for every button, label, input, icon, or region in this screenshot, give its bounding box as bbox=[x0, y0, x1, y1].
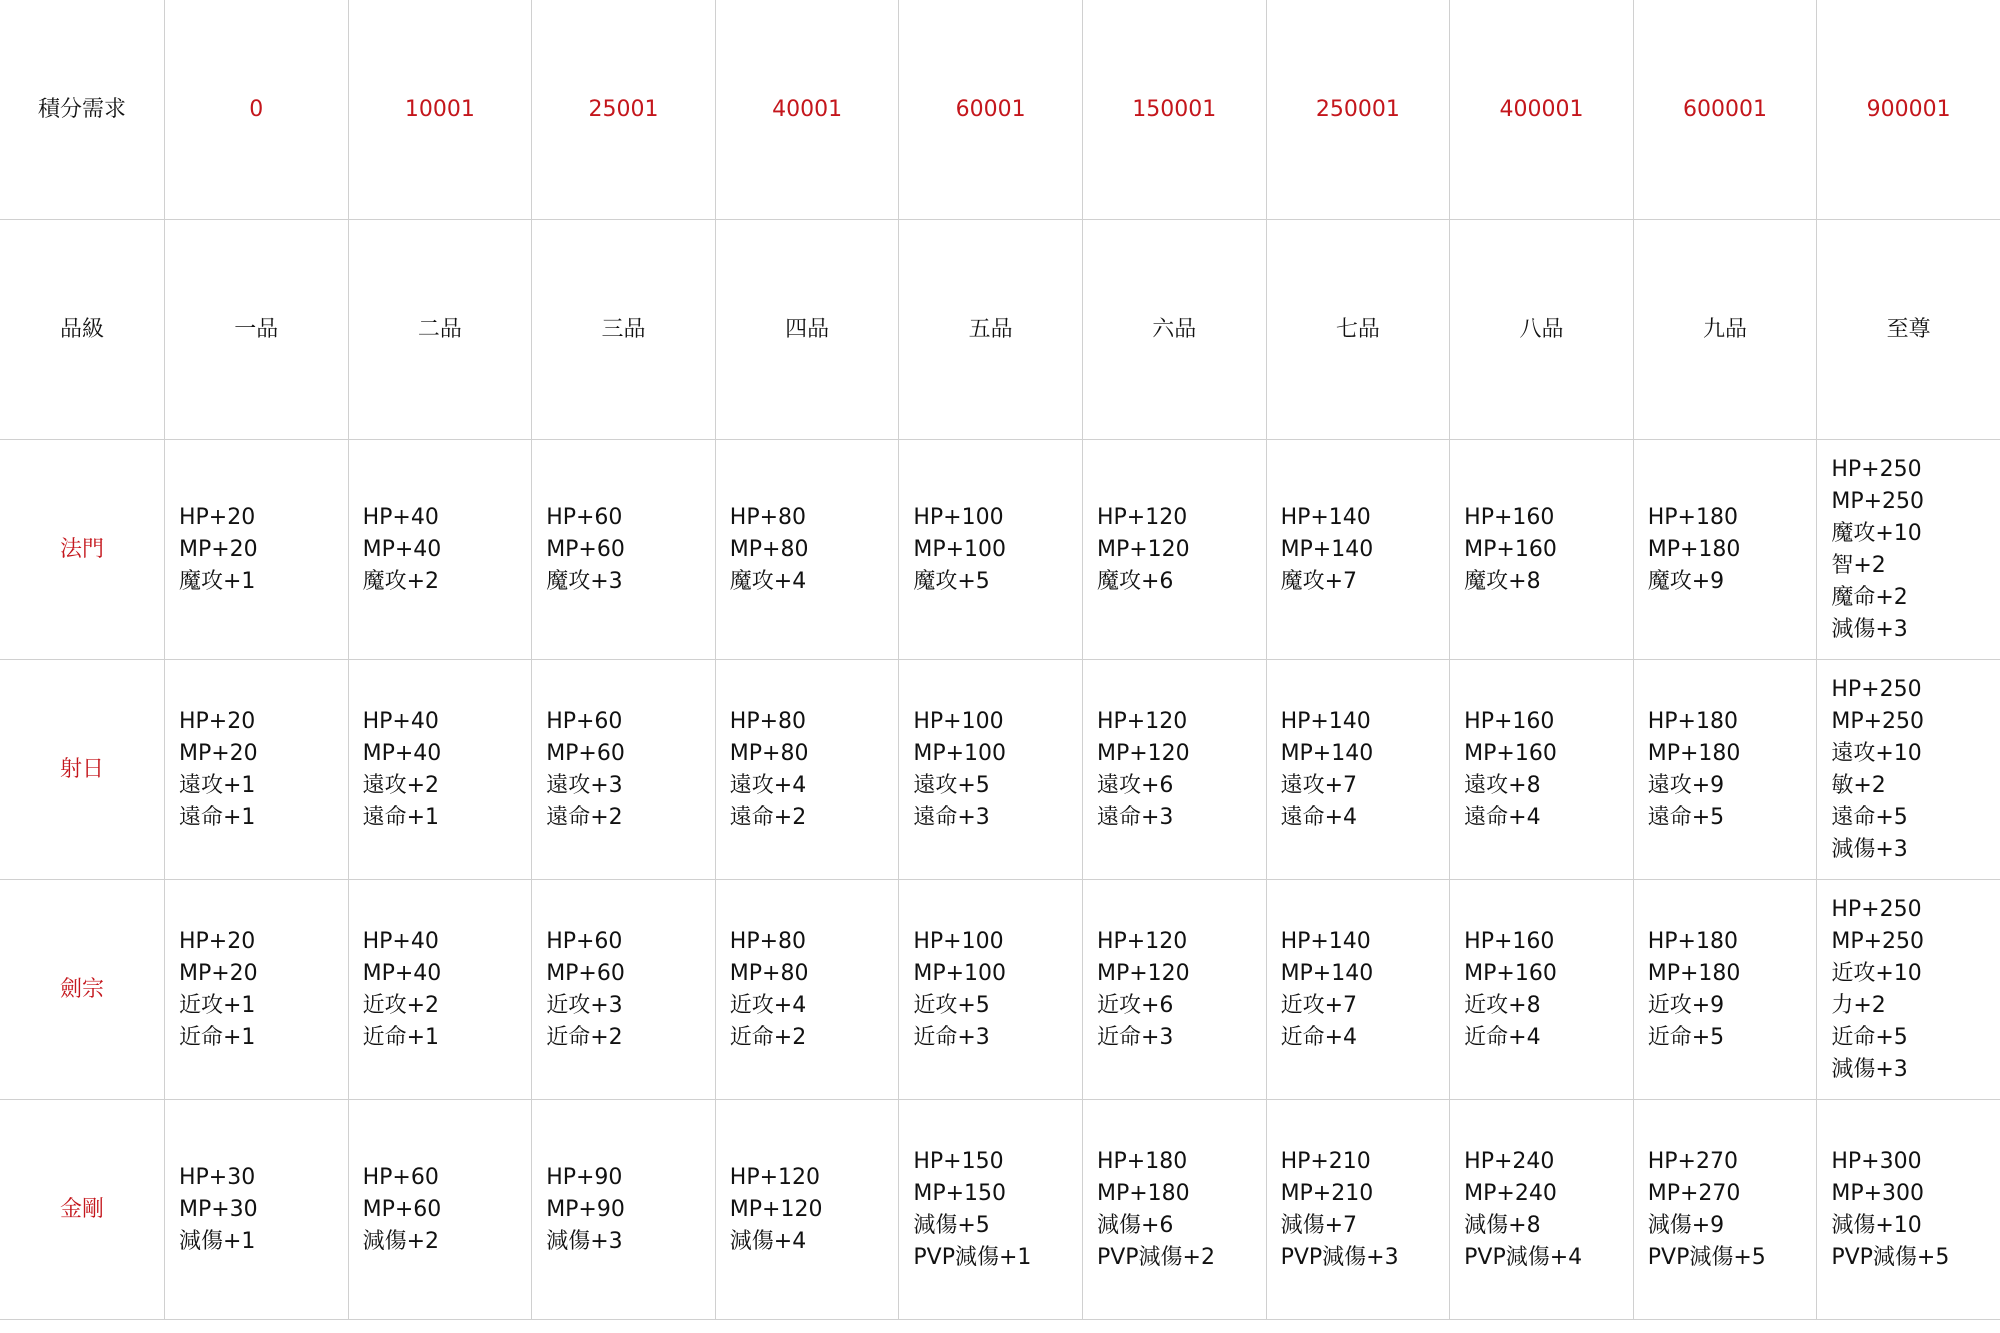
bonus-cell bbox=[899, 660, 1083, 880]
bonus-cell bbox=[1450, 1100, 1634, 1320]
bonus-line: HP+40 bbox=[362, 504, 439, 530]
bonus-cell bbox=[899, 1100, 1083, 1320]
bonus-line: HP+60 bbox=[362, 1164, 439, 1190]
row-header: 劍宗 bbox=[0, 880, 165, 1100]
bonus-line: HP+100 bbox=[913, 504, 1004, 530]
bonus-line: 減傷+3 bbox=[1831, 616, 1908, 642]
bonus-line: MP+90 bbox=[546, 1196, 625, 1222]
points-requirement-row bbox=[0, 0, 2000, 220]
bonus-line: 遠攻+7 bbox=[1280, 772, 1357, 798]
bonus-line: HP+300 bbox=[1831, 1148, 1922, 1174]
fa-men-row bbox=[0, 440, 2000, 660]
jin-gang-row bbox=[0, 1100, 2000, 1320]
points-value-cell: 60001 bbox=[899, 0, 1083, 220]
bonus-line: MP+60 bbox=[546, 740, 625, 766]
bonus-line: 近攻+5 bbox=[913, 992, 990, 1018]
bonus-line: 近命+5 bbox=[1647, 1024, 1725, 1050]
bonus-line: MP+180 bbox=[1647, 740, 1741, 766]
bonus-line: 遠攻+8 bbox=[1464, 772, 1541, 798]
bonus-line: MP+180 bbox=[1647, 536, 1741, 562]
bonus-line: PVP減傷+5 bbox=[1647, 1244, 1766, 1270]
bonus-cell bbox=[1082, 880, 1266, 1100]
bonus-line: MP+80 bbox=[729, 740, 809, 766]
bonus-line: HP+250 bbox=[1831, 896, 1922, 922]
bonus-line: 魔攻+9 bbox=[1647, 568, 1725, 594]
bonus-line: 減傷+8 bbox=[1464, 1212, 1541, 1238]
bonus-line: HP+60 bbox=[546, 708, 623, 734]
bonus-cell bbox=[1633, 660, 1817, 880]
bonus-line: 近命+5 bbox=[1831, 1024, 1908, 1050]
bonus-cell bbox=[715, 440, 899, 660]
bonus-line: 魔攻+5 bbox=[913, 568, 990, 594]
bonus-line: 近命+1 bbox=[362, 1024, 440, 1050]
bonus-line: 近命+2 bbox=[546, 1024, 623, 1050]
bonus-line: 遠命+2 bbox=[546, 804, 623, 830]
bonus-cell bbox=[1266, 660, 1450, 880]
bonus-line: HP+80 bbox=[729, 708, 807, 734]
bonus-cell bbox=[1817, 1100, 2000, 1320]
bonus-cell bbox=[532, 1100, 716, 1320]
bonus-line: 近攻+7 bbox=[1280, 992, 1357, 1018]
bonus-line: MP+270 bbox=[1647, 1180, 1741, 1206]
bonus-line: 遠命+1 bbox=[362, 804, 440, 830]
row-header: 積分需求 bbox=[0, 0, 165, 220]
bonus-line: 近攻+2 bbox=[362, 992, 440, 1018]
bonus-line: HP+40 bbox=[362, 928, 439, 954]
bonus-line: 力+2 bbox=[1831, 992, 1886, 1018]
bonus-cell bbox=[1082, 440, 1266, 660]
grade-name-cell: 六品 bbox=[1082, 220, 1266, 440]
bonus-line: HP+240 bbox=[1464, 1148, 1555, 1174]
bonus-line: MP+120 bbox=[1096, 960, 1190, 986]
bonus-line: 遠命+3 bbox=[1096, 804, 1174, 830]
bonus-line: 近命+3 bbox=[1096, 1024, 1174, 1050]
bonus-line: MP+40 bbox=[362, 740, 442, 766]
bonus-line: HP+250 bbox=[1831, 456, 1922, 482]
bonus-line: MP+250 bbox=[1831, 488, 1925, 514]
bonus-line: MP+20 bbox=[179, 960, 258, 986]
points-value-cell: 150001 bbox=[1082, 0, 1266, 220]
bonus-line: MP+120 bbox=[1096, 740, 1190, 766]
grade-name-cell: 五品 bbox=[899, 220, 1083, 440]
bonus-line: 近命+4 bbox=[1280, 1024, 1357, 1050]
grade-name-cell: 八品 bbox=[1450, 220, 1634, 440]
points-value-cell: 600001 bbox=[1633, 0, 1817, 220]
bonus-cell bbox=[1266, 1100, 1450, 1320]
grade-name-cell: 四品 bbox=[715, 220, 899, 440]
bonus-cell bbox=[165, 880, 349, 1100]
grade-row bbox=[0, 220, 2000, 440]
bonus-line: MP+60 bbox=[362, 1196, 442, 1222]
bonus-line: 近攻+8 bbox=[1464, 992, 1541, 1018]
she-ri-row bbox=[0, 660, 2000, 880]
bonus-line: HP+60 bbox=[546, 504, 623, 530]
bonus-line: HP+210 bbox=[1280, 1148, 1371, 1174]
bonus-line: HP+20 bbox=[179, 708, 256, 734]
bonus-line: MP+140 bbox=[1280, 740, 1374, 766]
bonus-line: MP+250 bbox=[1831, 708, 1925, 734]
points-value-cell: 25001 bbox=[532, 0, 716, 220]
points-value-cell: 0 bbox=[165, 0, 349, 220]
bonus-line: 遠攻+2 bbox=[362, 772, 440, 798]
bonus-line: HP+120 bbox=[1096, 928, 1188, 954]
bonus-cell bbox=[348, 440, 532, 660]
bonus-line: MP+160 bbox=[1464, 740, 1557, 766]
bonus-cell bbox=[715, 880, 899, 1100]
bonus-line: HP+120 bbox=[729, 1164, 821, 1190]
bonus-line: MP+20 bbox=[179, 740, 258, 766]
bonus-line: MP+160 bbox=[1464, 960, 1557, 986]
bonus-line: 減傷+5 bbox=[913, 1212, 990, 1238]
bonus-line: 智+2 bbox=[1831, 552, 1886, 578]
bonus-line: 魔攻+8 bbox=[1464, 568, 1541, 594]
bonus-line: HP+140 bbox=[1280, 504, 1371, 530]
bonus-line: HP+120 bbox=[1096, 708, 1188, 734]
bonus-cell bbox=[348, 660, 532, 880]
points-value-cell: 250001 bbox=[1266, 0, 1450, 220]
bonus-line: 魔攻+1 bbox=[179, 568, 256, 594]
bonus-line: 近攻+9 bbox=[1647, 992, 1725, 1018]
bonus-line: 近攻+4 bbox=[729, 992, 807, 1018]
bonus-line: 遠命+5 bbox=[1647, 804, 1725, 830]
bonus-line: 近攻+6 bbox=[1096, 992, 1174, 1018]
bonus-line: 近攻+10 bbox=[1831, 960, 1922, 986]
bonus-line: MP+80 bbox=[729, 960, 809, 986]
bonus-line: MP+60 bbox=[546, 536, 625, 562]
bonus-line: HP+80 bbox=[729, 928, 807, 954]
bonus-line: HP+120 bbox=[1096, 504, 1188, 530]
bonus-line: HP+250 bbox=[1831, 676, 1922, 702]
bonus-line: HP+180 bbox=[1647, 928, 1738, 954]
bonus-line: 遠命+1 bbox=[179, 804, 256, 830]
bonus-line: 遠攻+9 bbox=[1647, 772, 1725, 798]
bonus-line: HP+140 bbox=[1280, 928, 1371, 954]
bonus-line: 減傷+9 bbox=[1647, 1212, 1725, 1238]
bonus-cell bbox=[899, 440, 1083, 660]
bonus-line: HP+270 bbox=[1647, 1148, 1738, 1174]
bonus-line: 敏+2 bbox=[1831, 772, 1886, 798]
bonus-cell bbox=[1450, 660, 1634, 880]
bonus-line: 遠攻+6 bbox=[1096, 772, 1174, 798]
bonus-line: MP+40 bbox=[362, 960, 442, 986]
bonus-line: HP+180 bbox=[1647, 708, 1738, 734]
bonus-line: 減傷+3 bbox=[546, 1228, 623, 1254]
bonus-line: HP+30 bbox=[179, 1164, 256, 1190]
points-value-cell: 900001 bbox=[1817, 0, 2000, 220]
bonus-cell bbox=[1266, 440, 1450, 660]
points-value-cell: 40001 bbox=[715, 0, 899, 220]
bonus-line: 近命+2 bbox=[729, 1024, 807, 1050]
bonus-line: 近攻+1 bbox=[179, 992, 256, 1018]
grade-name-cell: 三品 bbox=[532, 220, 716, 440]
bonus-line: PVP減傷+4 bbox=[1464, 1244, 1583, 1270]
bonus-line: MP+60 bbox=[546, 960, 625, 986]
bonus-line: HP+160 bbox=[1464, 504, 1555, 530]
bonus-line: HP+180 bbox=[1096, 1148, 1188, 1174]
bonus-line: 遠命+4 bbox=[1280, 804, 1357, 830]
bonus-line: HP+80 bbox=[729, 504, 807, 530]
bonus-line: HP+20 bbox=[179, 504, 256, 530]
bonus-line: 魔攻+10 bbox=[1831, 520, 1922, 546]
bonus-line: HP+100 bbox=[913, 928, 1004, 954]
bonus-line: 近命+3 bbox=[913, 1024, 990, 1050]
bonus-cell bbox=[715, 660, 899, 880]
bonus-line: MP+250 bbox=[1831, 928, 1925, 954]
bonus-cell bbox=[348, 880, 532, 1100]
bonus-line: MP+120 bbox=[729, 1196, 823, 1222]
bonus-line: 遠攻+3 bbox=[546, 772, 623, 798]
bonus-cell bbox=[165, 440, 349, 660]
bonus-cell bbox=[1817, 660, 2000, 880]
bonus-line: 減傷+4 bbox=[729, 1228, 807, 1254]
bonus-line: MP+180 bbox=[1647, 960, 1741, 986]
bonus-cell bbox=[1817, 440, 2000, 660]
bonus-line: 減傷+3 bbox=[1831, 1056, 1908, 1082]
grade-name-cell: 九品 bbox=[1633, 220, 1817, 440]
row-header: 金剛 bbox=[0, 1100, 165, 1320]
bonus-line: MP+100 bbox=[913, 740, 1007, 766]
bonus-cell bbox=[1817, 880, 2000, 1100]
bonus-line: HP+150 bbox=[913, 1148, 1004, 1174]
bonus-line: 遠攻+10 bbox=[1831, 740, 1922, 766]
bonus-line: MP+140 bbox=[1280, 536, 1374, 562]
bonus-cell bbox=[165, 660, 349, 880]
bonus-line: HP+90 bbox=[546, 1164, 623, 1190]
row-header: 射日 bbox=[0, 660, 165, 880]
bonus-line: MP+160 bbox=[1464, 536, 1557, 562]
points-value-cell: 10001 bbox=[348, 0, 532, 220]
bonus-line: 近攻+3 bbox=[546, 992, 623, 1018]
bonus-line: 遠命+4 bbox=[1464, 804, 1541, 830]
bonus-line: MP+150 bbox=[913, 1180, 1007, 1206]
bonus-line: 減傷+2 bbox=[362, 1228, 440, 1254]
bonus-cell bbox=[165, 1100, 349, 1320]
bonus-line: MP+20 bbox=[179, 536, 258, 562]
bonus-line: HP+20 bbox=[179, 928, 256, 954]
bonus-line: 魔攻+4 bbox=[729, 568, 807, 594]
bonus-cell bbox=[899, 880, 1083, 1100]
bonus-line: PVP減傷+3 bbox=[1280, 1244, 1399, 1270]
bonus-cell bbox=[1450, 440, 1634, 660]
jian-zong-row bbox=[0, 880, 2000, 1100]
bonus-cell bbox=[715, 1100, 899, 1320]
bonus-line: MP+140 bbox=[1280, 960, 1374, 986]
bonus-line: HP+160 bbox=[1464, 928, 1555, 954]
bonus-line: MP+40 bbox=[362, 536, 442, 562]
bonus-line: HP+100 bbox=[913, 708, 1004, 734]
bonus-line: HP+40 bbox=[362, 708, 439, 734]
bonus-cell bbox=[1633, 440, 1817, 660]
bonus-line: PVP減傷+1 bbox=[913, 1244, 1032, 1270]
bonus-line: 減傷+6 bbox=[1096, 1212, 1174, 1238]
bonus-line: 近命+1 bbox=[179, 1024, 256, 1050]
bonus-line: HP+180 bbox=[1647, 504, 1738, 530]
bonus-line: 減傷+10 bbox=[1831, 1212, 1922, 1238]
bonus-line: HP+160 bbox=[1464, 708, 1555, 734]
row-header: 法門 bbox=[0, 440, 165, 660]
bonus-line: 遠命+5 bbox=[1831, 804, 1908, 830]
grade-name-cell: 七品 bbox=[1266, 220, 1450, 440]
bonus-line: 遠攻+5 bbox=[913, 772, 990, 798]
bonus-cell bbox=[1633, 1100, 1817, 1320]
bonus-line: MP+80 bbox=[729, 536, 809, 562]
bonus-line: 減傷+3 bbox=[1831, 836, 1908, 862]
bonus-line: 遠攻+4 bbox=[729, 772, 807, 798]
grade-name-cell: 二品 bbox=[348, 220, 532, 440]
bonus-line: 近命+4 bbox=[1464, 1024, 1541, 1050]
bonus-cell bbox=[1082, 660, 1266, 880]
bonus-line: MP+120 bbox=[1096, 536, 1190, 562]
bonus-line: 魔命+2 bbox=[1831, 584, 1908, 610]
bonus-cell bbox=[532, 880, 716, 1100]
bonus-cell bbox=[1266, 880, 1450, 1100]
bonus-line: MP+240 bbox=[1464, 1180, 1557, 1206]
bonus-line: 魔攻+7 bbox=[1280, 568, 1357, 594]
bonus-cell bbox=[348, 1100, 532, 1320]
bonus-line: 遠命+2 bbox=[729, 804, 807, 830]
bonus-line: 遠命+3 bbox=[913, 804, 990, 830]
bonus-line: MP+300 bbox=[1831, 1180, 1925, 1206]
points-value-cell: 400001 bbox=[1450, 0, 1634, 220]
grade-name-cell: 至尊 bbox=[1817, 220, 2000, 440]
bonus-cell bbox=[1633, 880, 1817, 1100]
bonus-line: HP+60 bbox=[546, 928, 623, 954]
bonus-line: MP+180 bbox=[1096, 1180, 1190, 1206]
bonus-cell bbox=[1082, 1100, 1266, 1320]
bonus-line: PVP減傷+2 bbox=[1096, 1244, 1215, 1270]
bonus-line: 魔攻+6 bbox=[1096, 568, 1174, 594]
bonus-cell bbox=[532, 660, 716, 880]
row-header: 品級 bbox=[0, 220, 165, 440]
bonus-line: PVP減傷+5 bbox=[1831, 1244, 1950, 1270]
bonus-line: MP+210 bbox=[1280, 1180, 1374, 1206]
bonus-line: MP+30 bbox=[179, 1196, 258, 1222]
bonus-line: 減傷+1 bbox=[179, 1228, 256, 1254]
grade-name-cell: 一品 bbox=[165, 220, 349, 440]
bonus-line: 魔攻+2 bbox=[362, 568, 440, 594]
bonus-line: 魔攻+3 bbox=[546, 568, 623, 594]
bonus-line: MP+100 bbox=[913, 960, 1007, 986]
bonus-line: 減傷+7 bbox=[1280, 1212, 1357, 1238]
bonus-cell bbox=[532, 440, 716, 660]
bonus-cell bbox=[1450, 880, 1634, 1100]
bonus-line: MP+100 bbox=[913, 536, 1007, 562]
bonus-line: HP+140 bbox=[1280, 708, 1371, 734]
bonus-line: 遠攻+1 bbox=[179, 772, 256, 798]
